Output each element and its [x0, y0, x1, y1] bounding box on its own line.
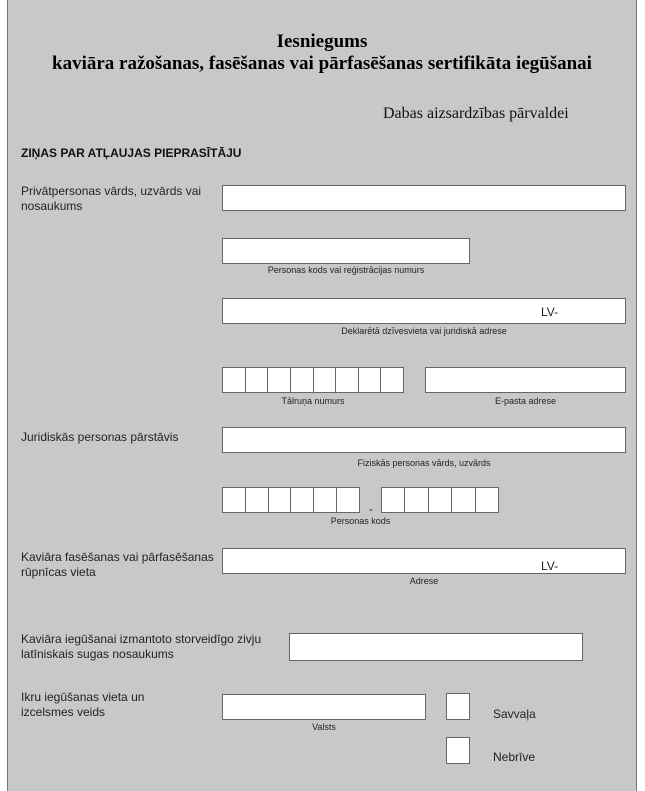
country-caption: Valsts: [312, 722, 336, 732]
form-page: [7, 0, 637, 791]
address-prefix: LV-: [541, 305, 559, 319]
representative-code-caption: Personas kods: [330, 516, 391, 526]
form-title: Iesniegums: [276, 31, 368, 52]
representative-code-cells-second[interactable]: [381, 487, 499, 513]
code-separator: -: [369, 502, 373, 516]
plant-address-caption: Adrese: [409, 576, 439, 586]
plant-location-label: Kaviāra fasēšanas vai pārfasēšanas rūpnīcas vieta: [21, 550, 214, 579]
applicant-name-input[interactable]: [222, 185, 626, 211]
species-input[interactable]: [289, 633, 583, 661]
plant-address-input[interactable]: [222, 548, 626, 574]
origin-label: Ikru iegūšanas vieta un izcelsmes veids: [21, 690, 145, 719]
representative-code-cells-first[interactable]: [222, 487, 360, 513]
address-input[interactable]: [222, 298, 626, 324]
address-caption: Deklarētā dzīvesvieta vai juridiskā adrese: [341, 326, 507, 336]
plant-address-prefix: LV-: [541, 559, 559, 573]
phone-caption: Tālruņa numurs: [281, 396, 345, 406]
email-input[interactable]: [425, 367, 626, 393]
wild-checkbox[interactable]: [446, 693, 470, 720]
phone-number-cells[interactable]: [222, 367, 404, 393]
species-label: Kaviāra iegūšanai izmantoto storveidīgo zivju latīniskais sugas nosaukums: [21, 632, 262, 661]
personal-code-caption: Personas kods vai reģistrācijas numurs: [267, 265, 425, 275]
country-input[interactable]: [222, 694, 426, 720]
representative-name-input[interactable]: [222, 427, 626, 453]
applicant-name-label: Privātpersonas vārds, uzvārds vai nosaukums: [21, 184, 202, 213]
personal-code-input[interactable]: [222, 238, 470, 264]
email-caption: E-pasta adrese: [494, 396, 557, 406]
representative-name-caption: Fiziskās personas vārds, uzvārds: [357, 458, 491, 468]
captive-option-label: Nebrīve: [493, 750, 536, 764]
captive-checkbox[interactable]: [446, 737, 470, 764]
recipient-authority: Dabas aizsardzības pārvaldei: [383, 105, 569, 122]
form-subtitle: kaviāra ražošanas, fasēšanas vai pārfasēšanas sertifikāta iegūšanai: [52, 53, 592, 74]
representative-label: Juridiskās personas pārstāvis: [21, 430, 179, 444]
wild-option-label: Savvaļa: [493, 707, 536, 721]
section-title: ZIŅAS PAR ATĻAUJAS PIEPRASĪTĀJU: [21, 146, 242, 160]
